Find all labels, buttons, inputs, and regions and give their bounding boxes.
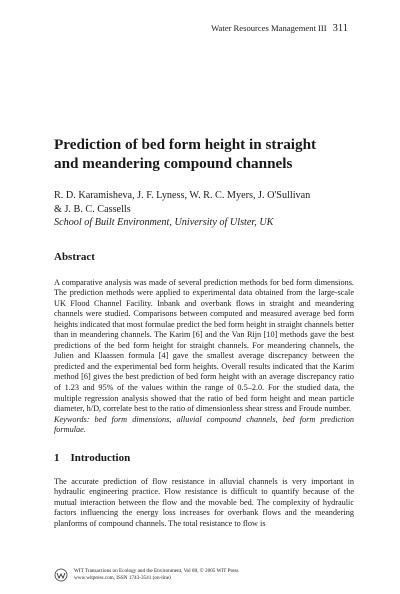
journal-name: Water Resources Management III [211, 23, 327, 33]
affiliation: School of Built Environment, University of Ulster, UK [54, 217, 274, 228]
page-footer [54, 568, 239, 582]
authors-line-1: R. D. Karamisheva, J. F. Lyness, W. R. C. Myers, J. O'Sullivan [54, 190, 311, 201]
keywords: Keywords: bed form dimensions, alluvial compound channels, bed form prediction formulae. [54, 414, 354, 435]
running-header [211, 23, 348, 34]
section-number: 1 [54, 451, 60, 464]
footer-text [74, 568, 239, 581]
title-line-1: Prediction of bed form height in straight [54, 136, 317, 153]
article-body [54, 135, 354, 542]
author-list [54, 189, 354, 216]
page-number: 311 [332, 23, 348, 34]
footer-line-2: www.witpress.com, ISSN 1743-3541 (on-line) [74, 574, 171, 581]
abstract-text: A comparative analysis was made of several prediction methods for bed form dimensions. The prediction methods were applied to experimental data obtained from the large-scale UK Flood Channel Facility. Inbank and overbank flows in straight and meandering channels were studied. Comparisons between computed and measured average bed form heights indicated that most formulae predict the bed form height in straight channels better than in meandering channels. The Karim [6] and the Van Rijn [10] methods gave the best predictions of the bed form height for straight channels. For meandering channels, the Julien and Klaassen formula [4] gave the smallest average discrepancy between the predicted and the experimental bed form heights. Overall results indicated that the Karim method [6] gives the best prediction of bed form height with an average discrepancy ratio of 1.23 and 95% of the values within the range of 0.5–2.0. For the studied data, the multiple regression analysis showed that the ratio of bed form height and mean particle diameter, h/D, correlate best to the ratio of dimensionless shear stress and Froude number. [54, 277, 354, 414]
intro-text: The accurate prediction of flow resistance in alluvial channels is very important in hydraulic engineering practice. Flow resistance is difficult to quantify because of the mutual interaction between the flow and the movable bed. The complexity of hydraulic factors influencing the energy loss increases for overbank flows and the meandering planforms of compound channels. The total resistance to flow is [54, 476, 354, 528]
title-line-2: and meandering compound channels [54, 155, 293, 172]
intro-heading [54, 452, 354, 464]
abstract-heading: Abstract [54, 250, 95, 263]
wit-press-logo-icon [54, 568, 68, 582]
footer-line-1: WIT Transactions on Ecology and the Environment, Vol 80, © 2005 WIT Press [74, 568, 239, 574]
section-title: Introduction [70, 451, 131, 464]
authors-line-2: & J. B. C. Cassells [54, 203, 131, 215]
paper-title [54, 135, 354, 173]
